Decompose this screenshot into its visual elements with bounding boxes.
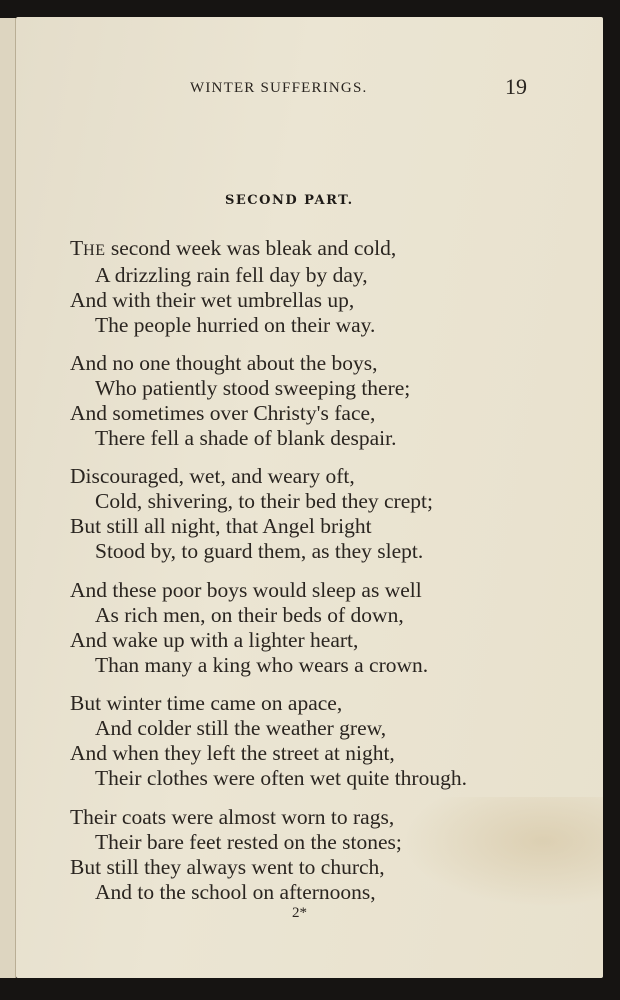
verse-line: And colder still the weather grew,: [95, 716, 387, 740]
signature-mark: 2*: [292, 905, 307, 921]
previous-page-edge: [0, 18, 16, 978]
verse-line: Their clothes were often wet quite through.: [95, 766, 467, 790]
verse-line: And these poor boys would sleep as well: [70, 578, 422, 602]
paper-stain: [403, 797, 603, 907]
verse-line: As rich men, on their beds of down,: [95, 603, 404, 627]
verse-line: And sometimes over Christy's face,: [70, 401, 376, 425]
verse-line: And wake up with a lighter heart,: [70, 628, 359, 652]
stanza-4: [70, 578, 428, 678]
verse-line: And no one thought about the boys,: [70, 351, 378, 375]
verse-line: There fell a shade of blank despair.: [95, 426, 397, 450]
verse-line: Stood by, to guard them, as they slept.: [95, 539, 424, 563]
verse-line: Their coats were almost worn to rags,: [70, 805, 395, 829]
verse-line: And with their wet umbrellas up,: [70, 288, 355, 312]
verse-line: A drizzling rain fell day by day,: [95, 263, 368, 287]
verse-line: Who patiently stood sweeping there;: [95, 376, 411, 400]
verse-line: Cold, shivering, to their bed they crept;: [95, 489, 433, 513]
page-number: 19: [505, 74, 527, 99]
verse-line: But still all night, that Angel bright: [70, 514, 372, 538]
stanza-6: [70, 805, 402, 905]
verse-line: And to the school on afternoons,: [95, 880, 376, 904]
verse-line: Their bare feet rested on the stones;: [95, 830, 402, 854]
verse-line: And when they left the street at night,: [70, 741, 395, 765]
running-title: WINTER SUFFERINGS.: [190, 80, 368, 96]
verse-line: Discouraged, wet, and weary oft,: [70, 464, 355, 488]
stanza-5: [70, 691, 467, 791]
section-title: SECOND PART.: [225, 193, 354, 208]
verse-line: THE second week was bleak and cold,: [70, 236, 397, 260]
stanza-1: [70, 236, 396, 338]
stanza-2: [70, 351, 410, 451]
verse-line: Than many a king who wears a crown.: [95, 653, 429, 677]
verse-line: The people hurried on their way.: [95, 313, 376, 337]
verse-line: But winter time came on apace,: [70, 691, 343, 715]
verse-line: But still they always went to church,: [70, 855, 385, 879]
stanza-3: [70, 464, 433, 564]
